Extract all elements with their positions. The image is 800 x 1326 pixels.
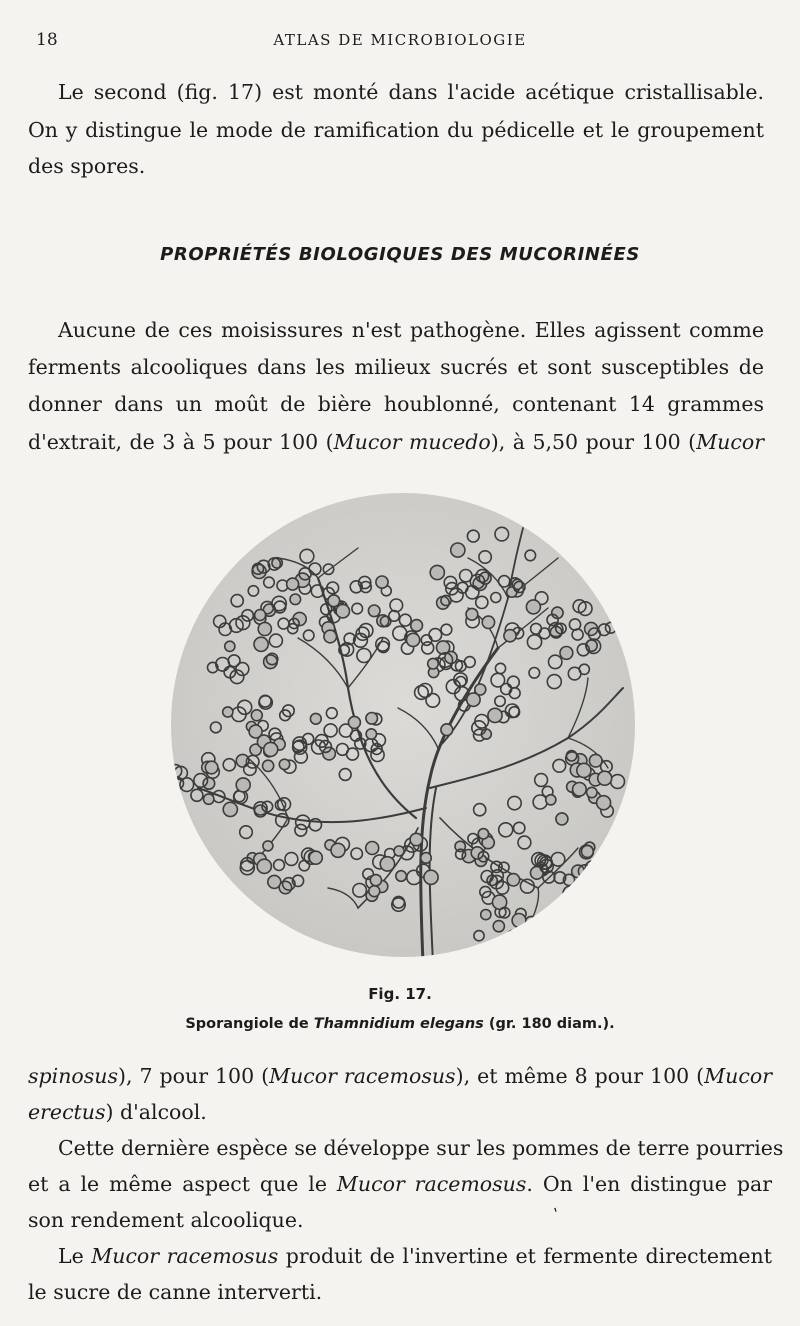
micrograph-image: [168, 488, 638, 963]
spore: [223, 802, 237, 816]
spore: [451, 543, 465, 557]
spore: [205, 761, 218, 774]
spore: [585, 861, 599, 875]
running-title: ATLAS DE MICROBIOLOGIE: [273, 31, 527, 49]
spore: [411, 620, 423, 632]
spore: [507, 930, 520, 943]
spore: [596, 888, 609, 901]
caption-text: Sporangiole de: [185, 1016, 314, 1032]
spore: [396, 871, 407, 882]
text-run: ), à 5,50 pour 100 (: [490, 430, 697, 454]
spore: [168, 797, 181, 810]
spore: [264, 742, 278, 756]
spore: [526, 600, 540, 614]
spore: [563, 886, 577, 900]
caption-species: Thamnidium elegans: [313, 1016, 484, 1032]
spore: [611, 859, 622, 870]
spore: [366, 713, 378, 725]
spore: [324, 630, 337, 643]
caption-text: (gr. 180 diam.).: [483, 1016, 615, 1032]
spore: [531, 867, 544, 880]
paragraph-2-line-4: [28, 428, 764, 456]
spore: [597, 796, 611, 810]
ink-speck: ʹ: [551, 1205, 565, 1224]
spore: [263, 760, 274, 771]
spore: [478, 829, 488, 839]
spore: [369, 886, 380, 897]
running-head: [0, 30, 800, 54]
spore: [279, 759, 289, 769]
spore: [607, 843, 619, 855]
species-name: Mucor racemosus: [91, 1244, 279, 1268]
spore: [611, 862, 625, 876]
figure-caption: [0, 1016, 800, 1032]
text-run: ) d'alcool.: [105, 1100, 207, 1124]
spore: [482, 616, 494, 628]
spore: [512, 914, 526, 928]
spore: [254, 637, 268, 651]
spore: [560, 647, 573, 660]
spore: [236, 778, 250, 792]
figure-label: Fig. 17.: [368, 985, 432, 1003]
paragraph-2-line-2: ferments alcooliques dans les milieux sucrés et sont susceptibles de: [28, 355, 764, 379]
paragraph-4-line-1: Cette dernière espèce se développe sur les pommes de terre pourries: [58, 1136, 784, 1160]
paragraph-1-line-1: Le second (fig. 17) est monté dans l'acide acétique cristallisable.: [58, 80, 764, 104]
spore: [424, 870, 438, 884]
text-run: . On l'en distingue par: [526, 1172, 772, 1196]
species-name: Mucor racemosus: [269, 1064, 456, 1088]
spore: [428, 658, 439, 669]
spore: [204, 794, 214, 804]
spore: [546, 795, 556, 805]
spore: [430, 565, 444, 579]
spore: [437, 597, 450, 610]
spore: [336, 605, 349, 618]
spore: [556, 813, 568, 825]
spore: [493, 921, 504, 932]
text-run: et a le même aspect que le: [28, 1172, 337, 1196]
spore: [203, 778, 215, 790]
paragraph-1-line-3: des spores.: [28, 154, 146, 178]
paragraph-3-line-2: [28, 1098, 207, 1126]
paragraph-4-line-3: son rendement alcoolique.: [28, 1208, 304, 1232]
spore: [598, 771, 612, 785]
spore: [366, 729, 376, 739]
paragraph-4-line-2: [28, 1170, 772, 1198]
paragraph-2-line-3: donner dans un moût de bière houblonné, contenant 14 grammes: [28, 392, 764, 416]
paragraph-2-line-1: Aucune de ces moisissures n'est pathogène. Elles agissent comme: [58, 318, 764, 342]
paragraph-3-line-1: [28, 1062, 772, 1090]
spore: [290, 594, 301, 605]
spore: [264, 655, 278, 669]
spore: [251, 710, 262, 721]
spore: [577, 763, 591, 777]
spore: [370, 875, 381, 886]
species-name: Mucor: [696, 430, 765, 454]
paragraph-5-line-1: [58, 1242, 772, 1270]
spore: [376, 576, 388, 588]
spore: [366, 842, 379, 855]
text-run: ), 7 pour 100 (: [118, 1064, 270, 1088]
spore: [587, 787, 597, 797]
spore: [601, 851, 614, 864]
spore: [225, 641, 235, 651]
spore: [504, 630, 516, 642]
species-name: erectus: [28, 1100, 106, 1124]
spore: [407, 633, 420, 646]
species-name: Mucor racemosus: [336, 1172, 527, 1196]
spore: [255, 610, 266, 621]
text-run: Le: [58, 1244, 92, 1268]
spore: [507, 874, 519, 886]
species-name: Mucor mucedo: [333, 430, 491, 454]
spore: [368, 605, 380, 617]
section-title: PROPRIÉTÉS BIOLOGIQUES DES MUCORINÉES: [160, 244, 640, 265]
spore: [607, 872, 621, 886]
spore: [394, 846, 404, 856]
spore: [421, 853, 432, 864]
spore: [475, 684, 486, 695]
spore: [331, 843, 345, 857]
text-run: d'extrait, de 3 à 5 pour 100 (: [28, 430, 334, 454]
spore: [488, 708, 502, 722]
spore: [441, 724, 453, 736]
paragraph-5-line-2: le sucre de canne interverti.: [28, 1280, 323, 1304]
text-run: produit de l'invertine et fermente directement: [278, 1244, 772, 1268]
spore: [257, 859, 271, 873]
spore: [258, 622, 271, 635]
spore: [310, 713, 321, 724]
spore: [309, 851, 322, 864]
species-name: Mucor: [704, 1064, 772, 1088]
spore: [481, 910, 491, 920]
spore: [410, 833, 422, 845]
spore: [287, 578, 299, 590]
text-run: ), et même 8 pour 100 (: [455, 1064, 705, 1088]
spore: [223, 707, 233, 717]
paragraph-1-line-2: On y distingue le mode de ramification du pédicelle et le groupement: [28, 118, 764, 142]
species-name: spinosus: [28, 1064, 118, 1088]
spore: [263, 841, 273, 851]
spore: [348, 716, 360, 728]
spore: [471, 847, 483, 859]
spore: [507, 587, 517, 597]
spore: [249, 725, 262, 738]
spore: [380, 857, 394, 871]
page-number: 18: [36, 30, 58, 50]
spore: [323, 747, 336, 760]
spore: [279, 881, 291, 893]
spore: [573, 783, 587, 797]
spore: [466, 608, 478, 620]
